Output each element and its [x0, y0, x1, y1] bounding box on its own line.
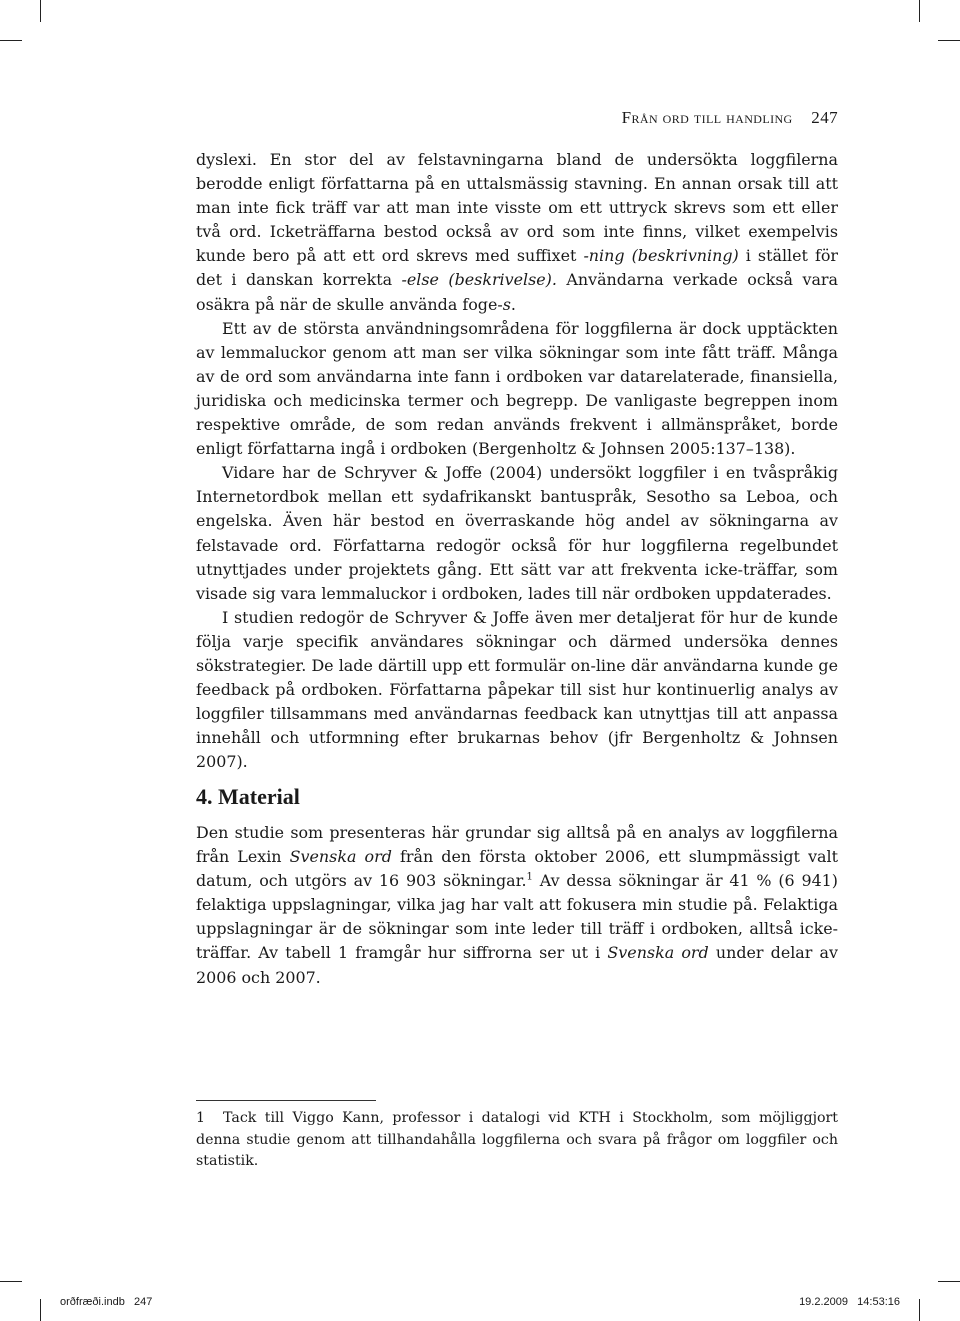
footnote-reference[interactable]: 1	[526, 871, 533, 883]
paragraph: Den studie som presenteras här grundar sig alltså på en analys av loggfilerna från Lexin Svenska ord från den första oktober 2006, ett slumpmässigt valt datum, och utgörs av 16 903 sökningar.$^1$ Av dessa sökningar är 41 % (6 941) felaktiga uppslagningar, vilka jag har valt att fokusera min studie på. Felaktiga uppslagningar är de sökningar som inte leder till träff i ordboken, alltså icke-träffar. Av tabell 1 framgår hur siffrorna ser ut i Svenska ord under delar av 2006 och 2007.	[196, 823, 838, 987]
footnote	[196, 1108, 838, 1173]
paragraph: Ett av de största användningsområdena för loggfilerna är dock upptäckten av lemmaluckor genom att man ser vilka sökningar som inte fått träff. Många av de ord som användarna inte fann i ordboken var datarelaterade, finansiella, juridiska och medicinska termer och begrepp. De vanligaste begreppen inom respektive område, de som redan används frekvent i allmänspråket, borde enligt författarna ingå i ordboken (Bergenholtz & Johnsen 2005:137–138).	[196, 318, 838, 459]
crop-mark	[40, 1299, 41, 1321]
footnote-text: Tack till Viggo Kann, professor i datalogi vid KTH i Stockholm, som möjliggjort denna studie genom att tillhandahålla loggfilerna och svara på frågor om loggfiler och statistik.	[196, 1110, 838, 1169]
crop-mark	[0, 1281, 22, 1282]
crop-mark	[938, 1281, 960, 1282]
crop-mark	[40, 0, 41, 22]
paragraph: dyslexi. En stor del av felstavningarna bland de undersökta loggfilerna berodde enligt författarna på en uttalsmässig stavning. En annan orsak till att man inte fick träff var att man inte visste om ett uttryck skrevs som ett eller två ord. Icketräffarna bestod också av ord som inte finns, vilket exempelvis kunde bero på att ett ord skrevs med suffixet -ning (beskrivning) i stället för det i danskan korrekta -else (beskrivelse). Användarna verkade också vara osäkra på när de skulle använda foge-s.	[196, 150, 839, 314]
running-title: Från ord till handling	[621, 108, 793, 127]
paragraph: I studien redogör de Schryver & Joffe även mer detaljerat för hur de kunde följa varje specifik användares sökningar och därmed undersöka dennes sökstrategier. De lade därtill upp ett formulär on-line där användarna kunde ge feedback på ordboken. Författarna påpekar till sist hur kontinuerlig analys av loggfiler tillsammans med användarnas feedback kan utnyttjas till att anpassa innehåll och utformning efter brukarnas behov (jfr Bergenholtz & Johnsen 2007).	[196, 607, 838, 772]
crop-mark	[919, 0, 920, 22]
crop-mark	[0, 40, 22, 41]
crop-mark	[938, 40, 960, 41]
footnote-number: 1	[196, 1110, 206, 1126]
page-number: 247	[811, 108, 838, 127]
body-text	[196, 148, 838, 774]
section-text	[196, 821, 838, 990]
slug-file: orðfræði.indb 247	[60, 1296, 153, 1308]
slug-date: 19.2.2009 14:53:16	[799, 1296, 900, 1308]
crop-mark	[919, 1299, 920, 1321]
paragraph: Vidare har de Schryver & Joffe (2004) undersökt loggfiler i en tvåspråkig Internetordbok mellan ett sydafrikanskt bantuspråk, Sesotho sa Leboa, och engelska. Även här bestod en överraskande hög andel av sökningarna av felstavade ord. Författarna redogör också för hur loggfilerna regelbundet utnyttjades under projektets gång. Ett sätt var att frekventa icke-träffar, som visade sig vara lemmaluckor i ordboken, lades till när ordboken uppdaterades.	[196, 463, 838, 603]
footnote-rule	[196, 1100, 376, 1101]
section-heading: 4. Material	[196, 784, 300, 809]
running-header	[196, 108, 838, 128]
